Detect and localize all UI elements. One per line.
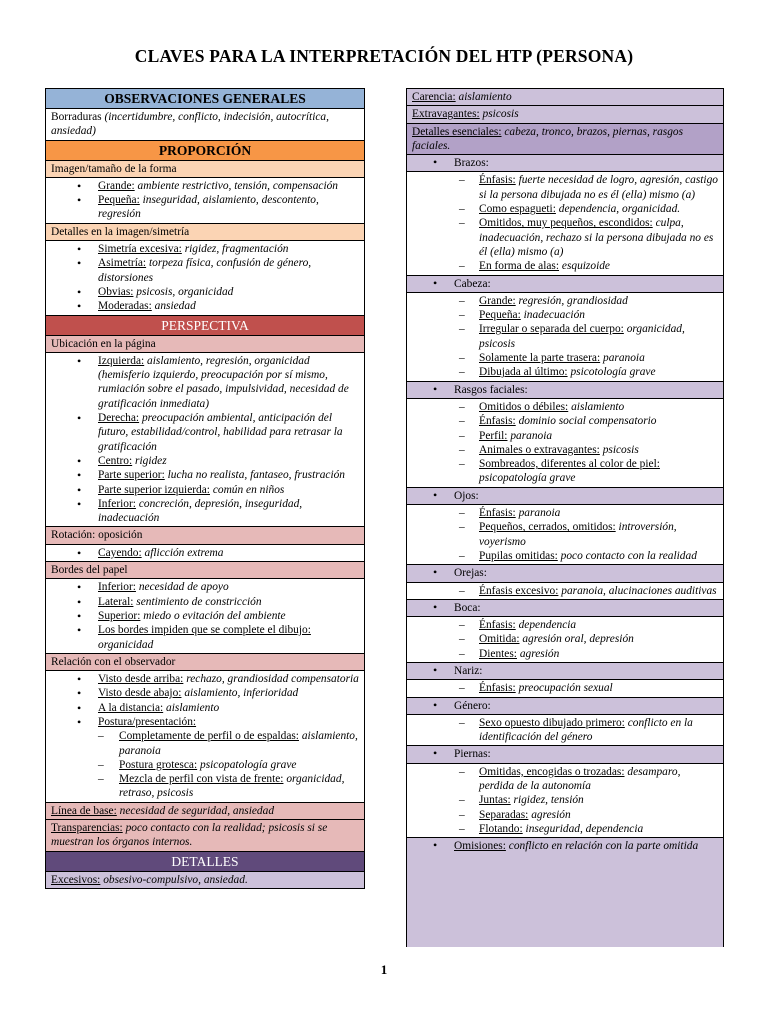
desc: fuerte necesidad de logro, agresión, castigo si la persona dibujada no es él (ella) mismo (a) bbox=[479, 174, 718, 201]
term: Inferior: bbox=[98, 581, 136, 594]
desc: ansiedad bbox=[154, 300, 196, 313]
list-item bbox=[412, 365, 718, 379]
term: Asimetría: bbox=[98, 257, 147, 270]
desc: aislamiento, paranoia bbox=[119, 730, 358, 757]
list-item bbox=[412, 400, 718, 414]
list-item bbox=[51, 672, 359, 686]
bordes-list-row bbox=[46, 579, 364, 653]
left-column bbox=[45, 88, 365, 889]
term: Énfasis: bbox=[479, 507, 516, 520]
list-item bbox=[412, 584, 718, 598]
list-item bbox=[51, 256, 359, 285]
section-header-proporcion: PROPORCIÓN bbox=[46, 141, 364, 161]
term: Perfil: bbox=[479, 429, 508, 442]
desc: cabeza, tronco, brazos, piernas, rasgos faciales. bbox=[412, 125, 684, 152]
desc: inseguridad, aislamiento, descontento, regresión bbox=[98, 194, 319, 221]
term: Juntas: bbox=[479, 794, 511, 807]
desc: preocupación ambiental, anticipación del futuro, estabilidad/control, habilidad para retrasar la gratificación bbox=[98, 412, 343, 453]
desc: inseguridad, dependencia bbox=[525, 822, 644, 835]
desc: conflicto en la identificación del género bbox=[479, 716, 693, 744]
category-boca: • Boca: bbox=[407, 600, 723, 617]
piernas-list-row bbox=[407, 764, 723, 838]
list-item bbox=[412, 618, 718, 632]
brazos-list-row bbox=[407, 172, 723, 275]
desc: agresión bbox=[531, 808, 571, 821]
desc: poco contacto con la realidad bbox=[560, 549, 697, 562]
rasgos-list bbox=[412, 400, 718, 486]
category-rasgos: • Rasgos faciales: bbox=[407, 382, 723, 399]
desc: ambiente restrictivo, tensión, compensación bbox=[137, 179, 339, 192]
desc: psicosis, organicidad bbox=[136, 285, 234, 298]
term: Inferior: bbox=[98, 497, 136, 510]
cabeza-list bbox=[412, 294, 718, 380]
desc: rigidez, tensión bbox=[513, 794, 584, 807]
list-item bbox=[51, 285, 359, 299]
list-item bbox=[412, 322, 718, 351]
list-item bbox=[51, 609, 359, 623]
term: Como espagueti: bbox=[479, 203, 556, 216]
orejas-list bbox=[412, 584, 718, 598]
list-item bbox=[51, 193, 359, 222]
list-item bbox=[51, 715, 359, 729]
term: Dientes: bbox=[479, 647, 517, 660]
term: Énfasis: bbox=[479, 619, 516, 632]
desc: dominio social compensatorio bbox=[518, 415, 657, 428]
desc: torpeza física, confusión de género, distorsiones bbox=[98, 257, 312, 284]
desc: lucha no realista, fantaseo, frustración bbox=[167, 469, 346, 482]
term: Lateral: bbox=[98, 595, 134, 608]
term: Visto desde abajo: bbox=[98, 687, 182, 700]
term: Solamente la parte trasera: bbox=[479, 352, 601, 365]
term: Pequeña: bbox=[479, 309, 521, 322]
list-item bbox=[412, 765, 718, 794]
imagen-list-row bbox=[46, 178, 364, 224]
extravagantes-row bbox=[407, 106, 723, 123]
subheader-ubicacion: Ubicación en la página bbox=[46, 336, 364, 353]
genero-list bbox=[412, 716, 718, 745]
desc: sentimiento de constricción bbox=[136, 595, 262, 608]
list-item bbox=[51, 701, 359, 715]
desc: rigidez, fragmentación bbox=[184, 243, 289, 256]
term: Pequeña: bbox=[98, 194, 140, 207]
desc: psicopatología grave bbox=[479, 472, 576, 485]
term: Carencia: bbox=[412, 91, 456, 103]
subheader-bordes: Bordes del papel bbox=[46, 562, 364, 579]
desc: paranoia, alucinaciones auditivas bbox=[561, 584, 717, 597]
list-item bbox=[51, 411, 359, 454]
term: Extravagantes: bbox=[412, 108, 480, 121]
page-number: 1 bbox=[380, 962, 388, 977]
term: Mezcla de perfil con vista de frente: bbox=[119, 773, 284, 786]
term: Separadas: bbox=[479, 808, 529, 821]
detalles-imagen-list-row bbox=[46, 241, 364, 315]
list-item bbox=[412, 457, 718, 486]
list-item bbox=[51, 623, 359, 652]
desc: organicidad bbox=[98, 638, 154, 651]
term: Irregular o separada del cuerpo: bbox=[479, 323, 624, 336]
term: Detalles esenciales: bbox=[412, 125, 502, 138]
term: Flotando: bbox=[479, 822, 523, 835]
list-item bbox=[412, 822, 718, 836]
term: Superior: bbox=[98, 609, 141, 622]
list-item bbox=[412, 351, 718, 365]
imagen-list bbox=[51, 179, 359, 222]
term: Omisiones: bbox=[454, 840, 506, 853]
desc: introversión, voyerismo bbox=[479, 521, 677, 548]
desc: dependencia bbox=[518, 619, 577, 632]
desc: agresión bbox=[519, 647, 560, 660]
boca-list-row bbox=[407, 617, 723, 663]
brazos-list bbox=[412, 173, 718, 273]
relacion-list-row bbox=[46, 671, 364, 803]
category-cabeza: • Cabeza: bbox=[407, 276, 723, 293]
term: Cayendo: bbox=[98, 546, 142, 559]
list-item bbox=[412, 520, 718, 549]
term: Énfasis excesivo: bbox=[479, 584, 559, 597]
desc: común en niños bbox=[212, 483, 285, 496]
term: Postura/presentación: bbox=[98, 715, 197, 728]
list-item bbox=[51, 729, 359, 758]
list-item bbox=[51, 354, 359, 411]
ojos-list-row bbox=[407, 505, 723, 565]
list-item bbox=[412, 429, 718, 443]
nariz-list bbox=[412, 681, 718, 695]
desc: paranoia bbox=[603, 352, 645, 365]
list-item bbox=[412, 647, 718, 661]
desc: organicidad, retraso, psicosis bbox=[119, 773, 345, 800]
term: Obvias: bbox=[98, 285, 134, 298]
piernas-list bbox=[412, 765, 718, 836]
term: Omitidas, encogidas o trozadas: bbox=[479, 765, 625, 778]
term: Visto desde arriba: bbox=[98, 673, 184, 686]
desc: psicopatología grave bbox=[200, 758, 297, 771]
omisiones-row bbox=[407, 838, 723, 947]
desc: agresión oral, depresión bbox=[522, 633, 634, 646]
category-brazos: • Brazos: bbox=[407, 155, 723, 172]
section-header-observaciones: OBSERVACIONES GENERALES bbox=[46, 89, 364, 109]
desc: esquizoide bbox=[561, 260, 610, 273]
nariz-list-row bbox=[407, 680, 723, 697]
desc: psicosis bbox=[602, 443, 639, 456]
desc: poco contacto con la realidad; psicosis si se muestran los órganos internos. bbox=[51, 822, 328, 849]
rotacion-list-row bbox=[46, 545, 364, 562]
term: Postura grotesca: bbox=[119, 758, 198, 771]
section-header-detalles: DETALLES bbox=[46, 852, 364, 872]
term: Izquierda: bbox=[98, 354, 145, 367]
section-header-perspectiva: PERSPECTIVA bbox=[46, 316, 364, 336]
term: Los bordes impiden que se complete el dibujo: bbox=[98, 624, 311, 637]
list-item bbox=[412, 793, 718, 807]
subheader-rotacion: Rotación: oposición bbox=[46, 527, 364, 544]
boca-list bbox=[412, 618, 718, 661]
ubicacion-list-row bbox=[46, 353, 364, 528]
list-item bbox=[412, 414, 718, 428]
term: Énfasis: bbox=[479, 174, 516, 187]
term: Sombreados, diferentes al color de piel: bbox=[479, 458, 660, 471]
list-item bbox=[412, 216, 718, 259]
term: Transparencias: bbox=[51, 822, 123, 835]
term: Sexo opuesto dibujado primero: bbox=[479, 716, 625, 729]
list-item bbox=[412, 202, 718, 216]
list-item bbox=[412, 681, 718, 695]
carencia-row bbox=[407, 89, 723, 106]
list-item bbox=[51, 772, 359, 801]
list-item bbox=[412, 808, 718, 822]
borraduras-row bbox=[46, 109, 364, 141]
desc: aislamiento bbox=[571, 400, 625, 413]
cabeza-list-row bbox=[407, 293, 723, 382]
desc: culpa, inadecuación, rechazo si la persona dibujada no es él (ella) mismo (a) bbox=[479, 217, 714, 258]
list-item bbox=[412, 549, 718, 563]
desc: miedo o evitación del ambiente bbox=[143, 609, 286, 622]
list-item bbox=[412, 443, 718, 457]
transparencias-row bbox=[46, 820, 364, 852]
list-item bbox=[412, 632, 718, 646]
desc: aflicción extrema bbox=[144, 546, 224, 559]
genero-list-row bbox=[407, 715, 723, 747]
term: En forma de alas: bbox=[479, 260, 560, 273]
desc: necesidad de seguridad, ansiedad bbox=[119, 804, 275, 817]
subheader-detalles-imagen: Detalles en la imagen/simetría bbox=[46, 224, 364, 241]
term: Centro: bbox=[98, 454, 133, 467]
term: Simetría excesiva: bbox=[98, 243, 182, 256]
list-item bbox=[51, 758, 359, 772]
desc: regresión, grandiosidad bbox=[518, 294, 628, 307]
term: Moderadas: bbox=[98, 300, 152, 313]
list-item bbox=[51, 242, 359, 256]
term: Línea de base: bbox=[51, 804, 117, 817]
list-item bbox=[51, 546, 359, 560]
category-ojos: • Ojos: bbox=[407, 488, 723, 505]
desc: preocupación sexual bbox=[518, 682, 613, 695]
desc: (incertidumbre, conflicto, indecisión, autocrítica, ansiedad) bbox=[51, 111, 329, 138]
list-item bbox=[51, 299, 359, 313]
term: Omitida: bbox=[479, 633, 520, 646]
page-title: CLAVES PARA LA INTERPRETACIÓN DEL HTP (PERSONA) bbox=[134, 46, 634, 66]
relacion-list bbox=[51, 672, 359, 729]
desc: psicotología grave bbox=[570, 366, 656, 379]
right-column bbox=[406, 88, 724, 947]
list-item bbox=[51, 454, 359, 468]
desc: inadecuación bbox=[523, 309, 585, 322]
desc: rechazo, grandiosidad compensatoria bbox=[186, 673, 359, 686]
list-item bbox=[51, 468, 359, 482]
list-item bbox=[51, 580, 359, 594]
category-orejas: • Orejas: bbox=[407, 565, 723, 582]
desc: aislamiento, regresión, organicidad (hemisferio izquierdo, preocupación por sí mismo, rumiación sobre el pasado, impulsividad, necesidad de gratificación inmediata) bbox=[98, 354, 349, 410]
term: Pupilas omitidas: bbox=[479, 549, 558, 562]
bordes-list bbox=[51, 580, 359, 651]
desc: aislamiento, inferioridad bbox=[184, 687, 299, 700]
linea-base-row bbox=[46, 803, 364, 820]
term: Animales o extravagantes: bbox=[479, 443, 600, 456]
desc: conflicto en relación con la parte omitida bbox=[508, 840, 699, 853]
detalles-imagen-list bbox=[51, 242, 359, 313]
term: Derecha: bbox=[98, 412, 140, 425]
ojos-list bbox=[412, 506, 718, 563]
rasgos-list-row bbox=[407, 399, 723, 488]
list-item bbox=[412, 506, 718, 520]
desc: obsesivo-compulsivo, ansiedad. bbox=[103, 873, 248, 886]
term: Parte superior: bbox=[98, 469, 165, 482]
term: Pequeños, cerrados, omitidos: bbox=[479, 521, 616, 534]
category-nariz: • Nariz: bbox=[407, 663, 723, 680]
rotacion-list bbox=[51, 546, 359, 560]
subheader-imagen: Imagen/tamaño de la forma bbox=[46, 161, 364, 178]
list-item bbox=[412, 173, 718, 202]
desc: psicosis bbox=[482, 108, 519, 121]
term: Excesivos: bbox=[51, 873, 101, 886]
term: Grande: bbox=[479, 294, 516, 307]
desc: dependencia, organicidad. bbox=[558, 203, 681, 216]
list-item bbox=[51, 497, 359, 526]
list-item bbox=[51, 179, 359, 193]
list-item bbox=[412, 294, 718, 308]
desc: necesidad de apoyo bbox=[138, 581, 229, 594]
term: Énfasis: bbox=[479, 415, 516, 428]
list-item bbox=[51, 483, 359, 497]
term: Énfasis: bbox=[479, 682, 516, 695]
list-item bbox=[412, 259, 718, 273]
desc: aislamiento bbox=[166, 701, 220, 714]
list-item bbox=[51, 595, 359, 609]
ubicacion-list bbox=[51, 354, 359, 526]
term: Omitidos, muy pequeños, escondidos: bbox=[479, 217, 653, 230]
term: Dibujada al último: bbox=[479, 366, 568, 379]
category-piernas: • Piernas: bbox=[407, 746, 723, 763]
esenciales-row bbox=[407, 124, 723, 156]
desc: paranoia bbox=[510, 429, 553, 442]
desc: rigidez bbox=[135, 454, 167, 467]
desc: paranoia bbox=[518, 507, 561, 520]
list-item bbox=[412, 716, 718, 745]
term: Borraduras bbox=[51, 111, 102, 123]
desc: concreción, depresión, inseguridad, inadecuación bbox=[98, 497, 303, 525]
desc: desamparo, perdida de la autonomía bbox=[479, 765, 681, 793]
list-item bbox=[51, 686, 359, 700]
desc: aislamiento bbox=[458, 91, 512, 103]
orejas-list-row bbox=[407, 583, 723, 600]
postura-list bbox=[51, 729, 359, 800]
term: Grande: bbox=[98, 179, 135, 192]
term: A la distancia: bbox=[98, 701, 164, 714]
excesivos-row bbox=[46, 872, 364, 888]
list-item bbox=[412, 308, 718, 322]
term: Completamente de perfil o de espaldas: bbox=[119, 730, 299, 743]
category-genero: • Género: bbox=[407, 698, 723, 715]
term: Parte superior izquierda: bbox=[98, 483, 210, 496]
desc: organicidad, psicosis bbox=[479, 323, 685, 350]
term: Omitidos o débiles: bbox=[479, 400, 569, 413]
subheader-relacion: Relación con el observador bbox=[46, 654, 364, 671]
